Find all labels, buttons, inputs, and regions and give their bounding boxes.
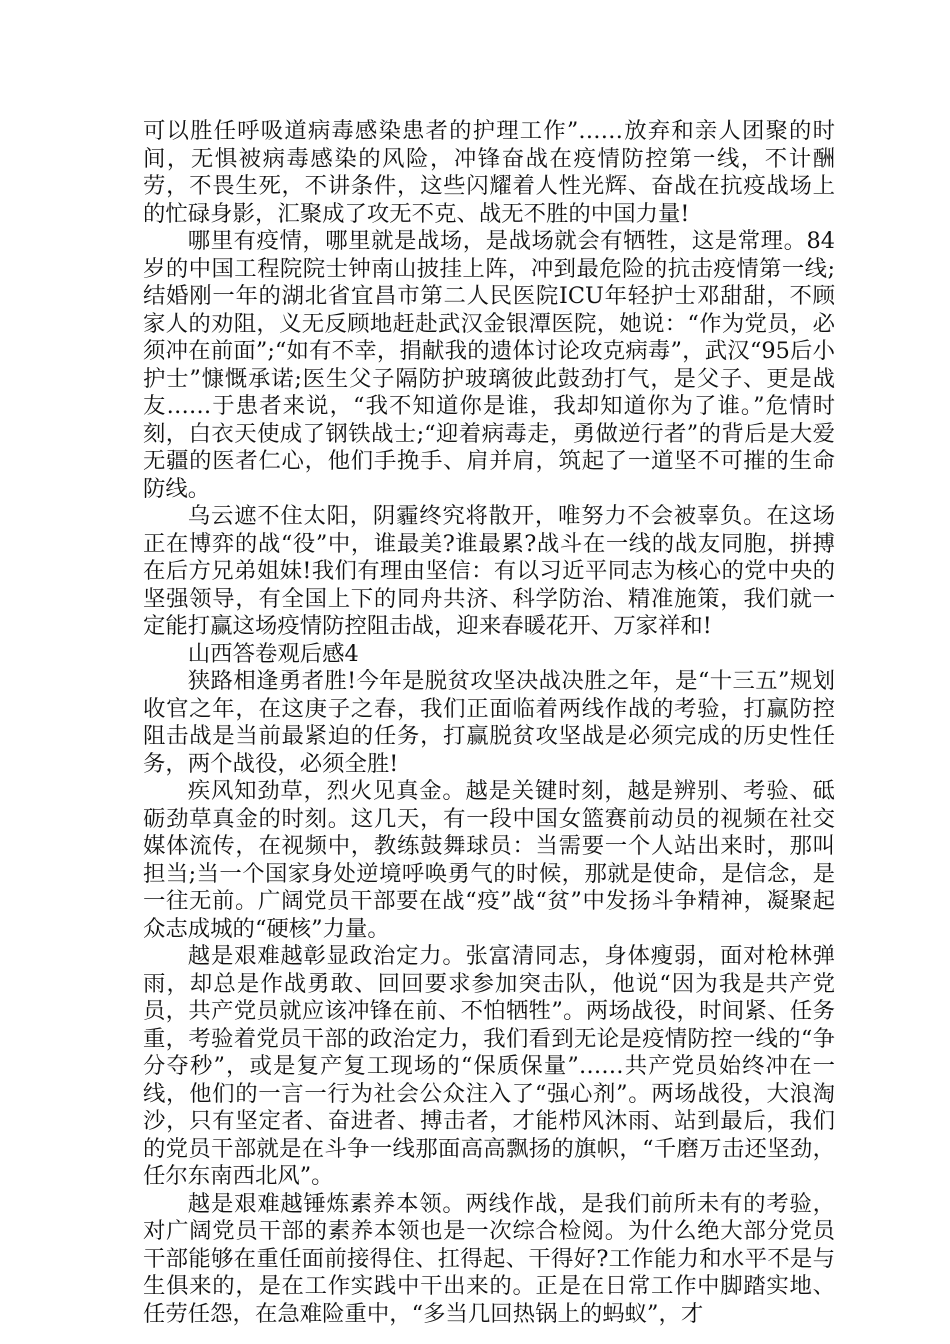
paragraph-battlefield: 哪里有疫情，哪里就是战场，是战场就会有牺牲，这是常理。84岁的中国工程院院士钟南山披挂上阵，冲到最危险的抗击疫情第一线;结婚刚一年的湖北省宜昌市第二人民医院ICU年轻护士邓甜甜，不顾家人的劝阻，义无反顾地赶赴武汉金银潭医院，她说：“作为党员，必须冲在前面”;“如有不幸，捐献我的遗体讨论攻克病毒”，武汉“95后小护士”慷慨承诺;医生父子隔防护玻璃彼此鼓劲打气，是父子、更是战友……于患者来说，“我不知道你是谁，我却知道你为了谁。”危情时刻，白衣天使成了钢铁战士;“迎着病毒走，勇做逆行者”的背后是大爱无疆的医者仁心，他们手挽手、肩并肩，筑起了一道坚不可摧的生命防线。 <box>143 228 835 502</box>
paragraph-dark-clouds: 乌云遮不住太阳，阴霾终究将散开，唯努力不会被辜负。在这场正在博弈的战“役”中，谁最美?谁最累?战斗在一线的战友同胞，拼搏在后方兄弟姐妹!我们有理由坚信：有以习近平同志为核心的党中央的坚强领导，有全国上下的同舟共济、科学防治、精准施策，我们就一定能打赢这场疫情防控阻击战，迎来春暖花开、万家祥和! <box>143 503 835 639</box>
paragraph-continuation: 可以胜任呼吸道病毒感染患者的护理工作”……放弃和亲人团聚的时间，无惧被病毒感染的风险，冲锋奋战在疫情防控第一线，不计酬劳，不畏生死，不讲条件，这些闪耀着人性光辉、奋战在抗疫战场上的忙碌身影，汇聚成了攻无不克、战无不胜的中国力量! <box>143 118 835 227</box>
paragraph-narrow-road: 狭路相逢勇者胜!今年是脱贫攻坚决战决胜之年，是“十三五”规划收官之年，在这庚子之春，我们正面临着两线作战的考验，打赢防控阻击战是当前最紧迫的任务，打赢脱贫攻坚战是必须完成的历史性任务，两个战役，必须全胜! <box>143 668 835 777</box>
section-heading: 山西答卷观后感4 <box>187 640 359 667</box>
paragraph-skills: 越是艰难越锤炼素养本领。两线作战，是我们前所未有的考验，对广阔党员干部的素养本领也是一次综合检阅。为什么绝大部分党员干部能够在重任面前接得住、扛得起、干得好?工作能力和水平不是与生俱来的，是在工作实践中干出来的。正是在日常工作中脚踏实地、任劳任怨，在急难险重中，“多当几回热锅上的蚂蚁”，才 <box>143 1190 835 1327</box>
paragraph-strong-wind: 疾风知劲草，烈火见真金。越是关键时刻，越是辨别、考验、砥砺劲草真金的时刻。这几天，有一段中国女篮赛前动员的视频在社交媒体流传，在视频中，教练鼓舞球员：当需要一个人站出来时，那叫担当;当一个国家身处逆境呼唤勇气的时候，那就是使命，是信念，是一往无前。广阔党员干部要在战“疫”战“贫”中发扬斗争精神，凝聚起众志成城的“硬核”力量。 <box>143 778 835 942</box>
paragraph-political-resolve: 越是艰难越彰显政治定力。张富清同志，身体瘦弱，面对枪林弹雨，却总是作战勇敢、回回要求参加突击队，他说“因为我是共产党员，共产党员就应该冲锋在前、不怕牺牲”。两场战役，时间紧、任务重，考验着党员干部的政治定力，我们看到无论是疫情防控一线的“争分夺秒”，或是复产复工现场的“保质保量”……共产党员始终冲在一线，他们的一言一行为社会公众注入了“强心剂”。两场战役，大浪淘沙，只有坚定者、奋进者、搏击者，才能栉风沐雨、站到最后，我们的党员干部就是在斗争一线那面高高飘扬的旗帜，“千磨万击还坚劲，任尔东南西北风”。 <box>143 943 835 1189</box>
document-body <box>143 118 835 1328</box>
